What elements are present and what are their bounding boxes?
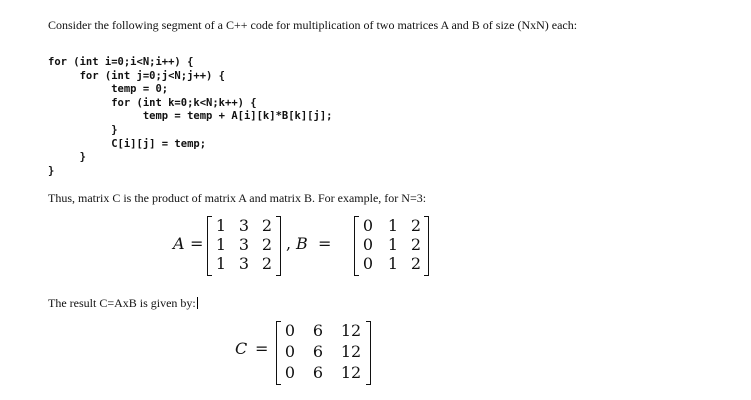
- result-paragraph: [48, 295, 448, 311]
- example-paragraph: Thus, matrix C is the product of matrix A and matrix B. For example, for N=3:: [48, 191, 427, 205]
- matrix-c-symbol: C: [235, 339, 248, 358]
- matrix-b-cell: 0: [362, 235, 374, 254]
- matrix-a-cell: 1: [215, 254, 227, 273]
- matrix-a-cell: 2: [261, 216, 273, 235]
- code-block: [48, 56, 332, 178]
- comma: ,: [286, 234, 292, 253]
- matrix-a-symbol: A: [173, 234, 185, 253]
- result-text: The result C=AxB is given by:: [48, 296, 196, 310]
- code-line: for (int j=0;j<N;j++) {: [48, 69, 226, 82]
- equals-sign: =: [190, 234, 204, 253]
- matrix-b-cell: 1: [387, 254, 399, 273]
- matrix-a-cell: 3: [238, 235, 250, 254]
- text-cursor: [197, 297, 198, 309]
- matrix-c-cell: 0: [284, 363, 296, 382]
- code-line: temp = 0;: [48, 83, 169, 96]
- matrix-c-cell: 0: [284, 321, 296, 340]
- matrix-a-cell: 1: [215, 235, 227, 254]
- matrix-c-cell: 12: [340, 321, 362, 340]
- code-line: C[i][j] = temp;: [48, 137, 207, 150]
- equals-sign: =: [318, 234, 332, 253]
- code-line: }: [48, 164, 55, 177]
- matrix-b-cell: 1: [387, 235, 399, 254]
- matrix-c-cell: 12: [340, 363, 362, 382]
- matrix-c-cell: 12: [340, 342, 362, 361]
- matrix-a-cell: 1: [215, 216, 227, 235]
- code-line: }: [48, 151, 86, 164]
- matrix-b-symbol: B: [296, 234, 308, 253]
- matrix-c-cell: 6: [312, 363, 324, 382]
- matrix-b-cell: 2: [410, 216, 422, 235]
- matrix-equation-c: [0, 317, 751, 389]
- matrix-c-cell: 6: [312, 321, 324, 340]
- matrix-a-cell: 3: [238, 254, 250, 273]
- matrix-b-cell: 0: [362, 216, 374, 235]
- matrix-a-cell: 2: [261, 254, 273, 273]
- matrix-equation-ab: [0, 212, 751, 282]
- matrix-b-cell: 0: [362, 254, 374, 273]
- right-bracket: [424, 216, 429, 276]
- code-line: for (int k=0;k<N;k++) {: [48, 96, 257, 109]
- matrix-c-cell: 0: [284, 342, 296, 361]
- code-line: temp = temp + A[i][k]*B[k][j];: [48, 110, 333, 123]
- matrix-b-cell: 1: [387, 216, 399, 235]
- matrix-a-cell: 3: [238, 216, 250, 235]
- equals-sign: =: [255, 339, 269, 358]
- right-bracket: [366, 321, 371, 385]
- intro-paragraph: Consider the following segment of a C++ code for multiplication of two matrices A and B of size (NxN) each:: [48, 18, 578, 32]
- matrix-c-cell: 6: [312, 342, 324, 361]
- code-line: for (int i=0;i<N;i++) {: [48, 56, 194, 68]
- right-bracket: [276, 216, 281, 276]
- matrix-b-cell: 2: [410, 254, 422, 273]
- matrix-a-cell: 2: [261, 235, 273, 254]
- code-line: }: [48, 123, 118, 136]
- matrix-b-cell: 2: [410, 235, 422, 254]
